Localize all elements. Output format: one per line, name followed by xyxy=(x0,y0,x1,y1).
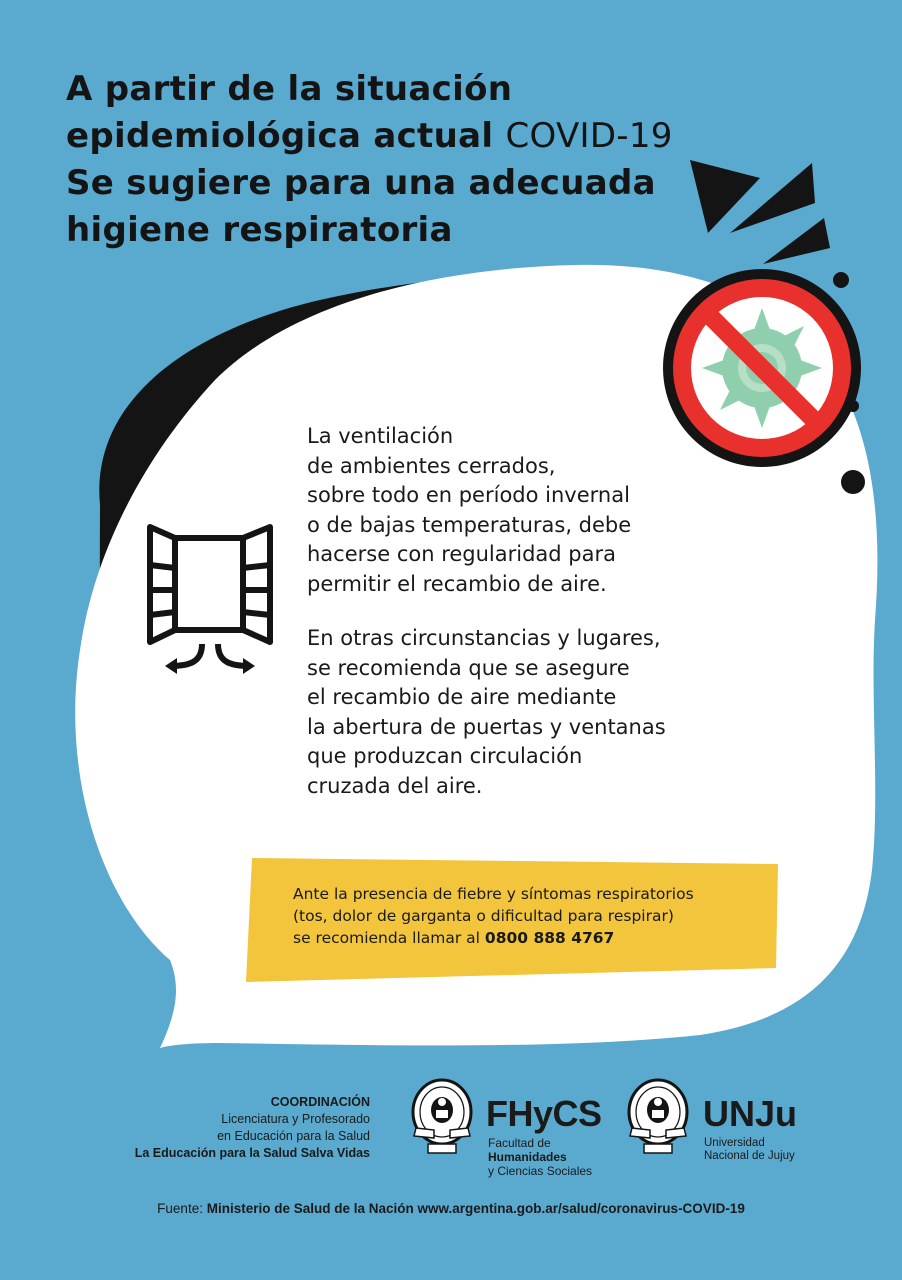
phone-number: 0800 888 4767 xyxy=(484,929,615,947)
headline xyxy=(66,66,766,254)
paragraph-line: el recambio de aire mediante xyxy=(307,685,617,709)
paragraph-line: cruzada del aire. xyxy=(307,773,483,798)
fhycs-sub-line-1 xyxy=(488,1136,592,1164)
headline-line-2 xyxy=(66,113,766,160)
coordination-slogan: La Educación para la Salud Salva Vidas xyxy=(134,1146,370,1160)
alert-line-1: Ante la presencia de fiebre y síntomas respiratorios xyxy=(293,885,694,903)
paragraph-line: que produzcan circulación xyxy=(307,744,583,768)
fhycs-sub-bold: Humanidades xyxy=(488,1150,567,1164)
headline-covid: COVID-19 xyxy=(505,116,673,156)
unju-seal-logo xyxy=(626,1078,690,1156)
coordination-line-2: en Educación para la Salud xyxy=(217,1129,370,1143)
source-label: Fuente: xyxy=(157,1201,203,1216)
paragraph-line: hacerse con regularidad para xyxy=(307,542,617,566)
headline-line-1: A partir de la situación xyxy=(66,69,513,109)
ventilation-paragraph xyxy=(307,422,737,599)
coordination-block xyxy=(135,1094,370,1162)
fhycs-sub-line-2: y Ciencias Sociales xyxy=(488,1164,593,1178)
circulation-paragraph xyxy=(307,624,737,801)
fhycs-seal-logo xyxy=(410,1078,474,1156)
paragraph-line: La ventilación xyxy=(307,424,454,448)
unju-sub-line-1: Universidad xyxy=(704,1137,765,1149)
unju-subtitle xyxy=(704,1137,795,1163)
fhycs-subtitle xyxy=(488,1136,592,1178)
paragraph-line: sobre todo en período invernal xyxy=(307,483,630,507)
paragraph-line: de ambientes cerrados, xyxy=(307,453,556,478)
unju-sub-line-2: Nacional de Jujuy xyxy=(704,1150,795,1162)
source-text: Ministerio de Salud de la Nación www.argentina.gob.ar/salud/coronavirus-COVID-19 xyxy=(206,1201,745,1216)
paragraph-line: la abertura de puertas y ventanas xyxy=(307,714,666,739)
headline-line-3: Se sugiere para una adecuada xyxy=(66,163,656,203)
alert-line-3 xyxy=(293,927,763,949)
paragraph-line: permitir el recambio de aire. xyxy=(307,571,607,596)
fhycs-sub-prefix: Facultad de xyxy=(488,1136,551,1150)
fhycs-name: FHyCS xyxy=(486,1093,602,1134)
unju-name: UNJu xyxy=(703,1093,798,1134)
headline-bold: epidemiológica actual xyxy=(66,116,494,156)
dot-2 xyxy=(841,470,865,494)
source-line xyxy=(0,1201,902,1216)
alert-line-2: (tos, dolor de garganta o dificultad para respirar) xyxy=(293,907,674,925)
alert-text xyxy=(293,883,763,949)
headline-line-4: higiene respiratoria xyxy=(66,210,453,250)
shard-3 xyxy=(763,218,830,264)
coordination-line-1: Licenciatura y Profesorado xyxy=(221,1112,370,1126)
paragraph-line: o de bajas temperaturas, debe xyxy=(307,512,632,537)
window-ventilation-icon xyxy=(145,522,275,674)
coordination-heading: COORDINACIÓN xyxy=(270,1095,370,1109)
paragraph-line: se recomienda que se asegure xyxy=(307,655,630,680)
alert-call-label: se recomienda llamar al xyxy=(293,929,480,947)
paragraph-line: En otras circunstancias y lugares, xyxy=(307,626,661,650)
